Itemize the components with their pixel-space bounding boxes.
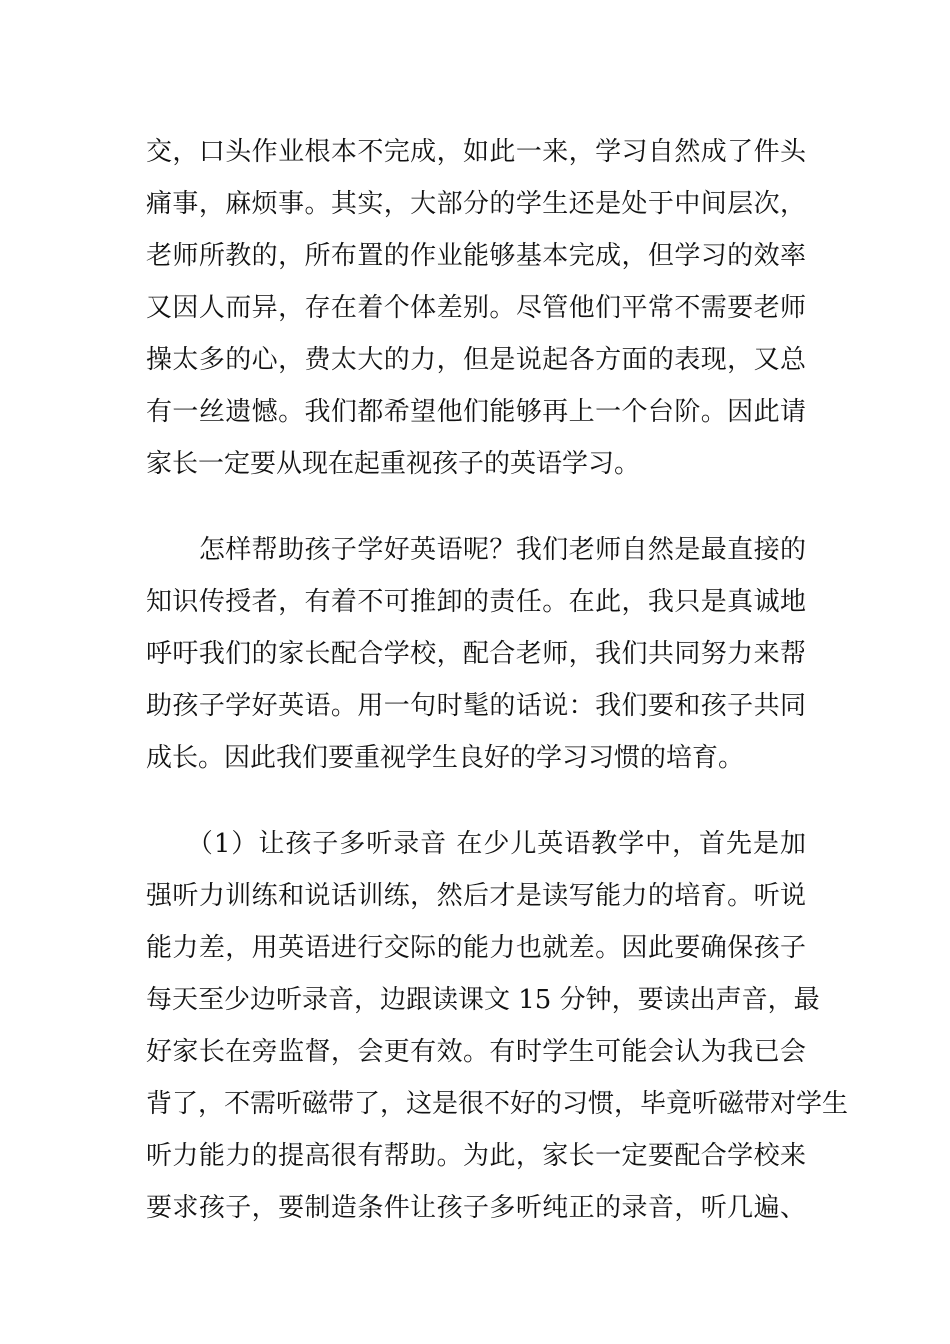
- text-line: 操太多的心，费太大的力，但是说起各方面的表现，又总: [146, 345, 806, 375]
- text-line: 每天至少边听录音，边跟读课文 15 分钟，要读出声音，最: [146, 985, 820, 1015]
- text-line: 能力差，用英语进行交际的能力也就差。因此要确保孩子: [146, 933, 806, 963]
- text-line: 知识传授者，有着不可推卸的责任。在此，我只是真诚地: [146, 587, 806, 617]
- text-line: 呼吁我们的家长配合学校，配合老师，我们共同努力来帮: [146, 639, 806, 669]
- paragraph-1: [146, 126, 806, 490]
- text-line: 怎样帮助孩子学好英语呢？我们老师自然是最直接的: [146, 535, 806, 565]
- text-line: 听力能力的提高很有帮助。为此，家长一定要配合学校来: [146, 1141, 806, 1171]
- text-line: 好家长在旁监督，会更有效。有时学生可能会认为我已会: [146, 1037, 806, 1067]
- text-line: 老师所教的，所布置的作业能够基本完成，但学习的效率: [146, 241, 806, 271]
- text-line: 成长。因此我们要重视学生良好的学习习惯的培育。: [146, 743, 745, 773]
- text-line: 背了，不需听磁带了，这是很不好的习惯，毕竟听磁带对学生: [146, 1089, 849, 1119]
- paragraph-2: [146, 524, 806, 784]
- text-line: 又因人而异，存在着个体差别。尽管他们平常不需要老师: [146, 293, 806, 323]
- text-line: 有一丝遗憾。我们都希望他们能够再上一个台阶。因此请: [146, 397, 806, 427]
- text-line: 交，口头作业根本不完成，如此一来，学习自然成了件头: [146, 137, 806, 167]
- text-line: 痛事，麻烦事。其实，大部分的学生还是处于中间层次，: [146, 189, 806, 219]
- paragraph-3: [146, 818, 849, 1234]
- text-line: 强听力训练和说话训练，然后才是读写能力的培育。听说: [146, 881, 806, 911]
- text-line: （1）让孩子多听录音 在少儿英语教学中，首先是加: [146, 829, 806, 859]
- text-line: 助孩子学好英语。用一句时髦的话说：我们要和孩子共同: [146, 691, 806, 721]
- text-line: 要求孩子，要制造条件让孩子多听纯正的录音，听几遍、: [146, 1193, 806, 1223]
- text-line: 家长一定要从现在起重视孩子的英语学习。: [146, 449, 641, 479]
